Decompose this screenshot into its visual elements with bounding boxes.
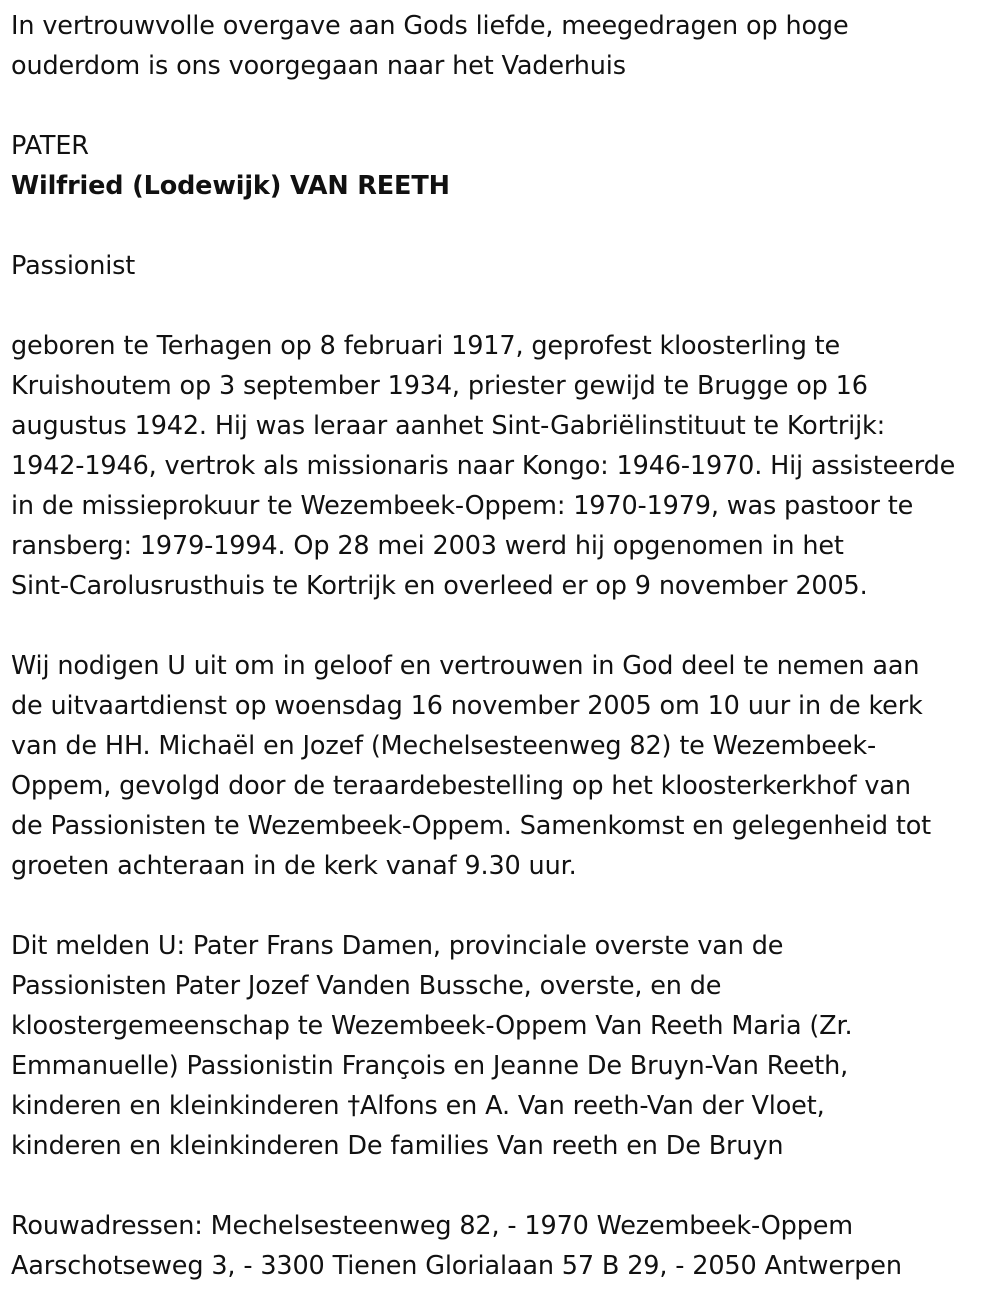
spacer bbox=[11, 86, 991, 126]
invitation-line: Wij nodigen U uit om in geloof en vertrouwen in God deel te nemen aan bbox=[11, 651, 920, 681]
invitation-line: groeten achteraan in de kerk vanaf 9.30 uur. bbox=[11, 851, 577, 881]
title-prefix: PATER bbox=[11, 131, 89, 161]
address-line: Rouwadressen: Mechelsesteenweg 82, - 1970 Wezembeek-Oppem bbox=[11, 1211, 853, 1241]
spacer bbox=[11, 286, 991, 326]
announcers-paragraph bbox=[11, 926, 991, 1166]
biography-paragraph bbox=[11, 326, 991, 606]
invitation-line: de Passionisten te Wezembeek-Oppem. Samenkomst en gelegenheid tot bbox=[11, 811, 932, 841]
address-line: Aarschotseweg 3, - 3300 Tienen Glorialaan 57 B 29, - 2050 Antwerpen bbox=[11, 1251, 902, 1281]
announcers-line: Passionisten Pater Jozef Vanden Bussche, overste, en de bbox=[11, 971, 722, 1001]
announcers-line: Dit melden U: Pater Frans Damen, provinciale overste van de bbox=[11, 931, 784, 961]
spacer bbox=[11, 206, 991, 246]
deceased-name: Wilfried (Lodewijk) VAN REETH bbox=[11, 171, 450, 201]
intro-line: ouderdom is ons voorgegaan naar het Vaderhuis bbox=[11, 51, 626, 81]
biography-line: Sint-Carolusrusthuis te Kortrijk en overleed er op 9 november 2005. bbox=[11, 571, 868, 601]
religious-order: Passionist bbox=[11, 251, 136, 281]
invitation-line: Oppem, gevolgd door de teraardebestelling op het kloosterkerkhof van bbox=[11, 771, 911, 801]
intro-line: In vertrouwvolle overgave aan Gods liefde, meegedragen op hoge bbox=[11, 11, 849, 41]
announcers-line: Emmanuelle) Passionistin François en Jeanne De Bruyn-Van Reeth, bbox=[11, 1051, 849, 1081]
biography-line: geboren te Terhagen op 8 februari 1917, geprofest kloosterling te bbox=[11, 331, 841, 361]
intro-paragraph bbox=[11, 6, 991, 86]
spacer bbox=[11, 886, 991, 926]
announcers-line: kinderen en kleinkinderen De families Van reeth en De Bruyn bbox=[11, 1131, 784, 1161]
biography-line: 1942-1946, vertrok als missionaris naar Kongo: 1946-1970. Hij assisteerde bbox=[11, 451, 956, 481]
addresses-paragraph bbox=[11, 1206, 991, 1286]
biography-line: Kruishoutem op 3 september 1934, priester gewijd te Brugge op 16 bbox=[11, 371, 868, 401]
obituary-notice bbox=[11, 6, 991, 1286]
biography-line: ransberg: 1979-1994. Op 28 mei 2003 werd hij opgenomen in het bbox=[11, 531, 844, 561]
biography-line: in de missieprokuur te Wezembeek-Oppem: 1970-1979, was pastoor te bbox=[11, 491, 914, 521]
announcers-line: kinderen en kleinkinderen †Alfons en A. Van reeth-Van der Vloet, bbox=[11, 1091, 825, 1121]
spacer bbox=[11, 1166, 991, 1206]
invitation-paragraph bbox=[11, 646, 991, 886]
invitation-line: de uitvaartdienst op woensdag 16 november 2005 om 10 uur in de kerk bbox=[11, 691, 923, 721]
invitation-line: van de HH. Michaël en Jozef (Mechelsesteenweg 82) te Wezembeek- bbox=[11, 731, 877, 761]
biography-line: augustus 1942. Hij was leraar aanhet Sint-Gabriëlinstituut te Kortrijk: bbox=[11, 411, 886, 441]
announcers-line: kloostergemeenschap te Wezembeek-Oppem Van Reeth Maria (Zr. bbox=[11, 1011, 853, 1041]
spacer bbox=[11, 606, 991, 646]
